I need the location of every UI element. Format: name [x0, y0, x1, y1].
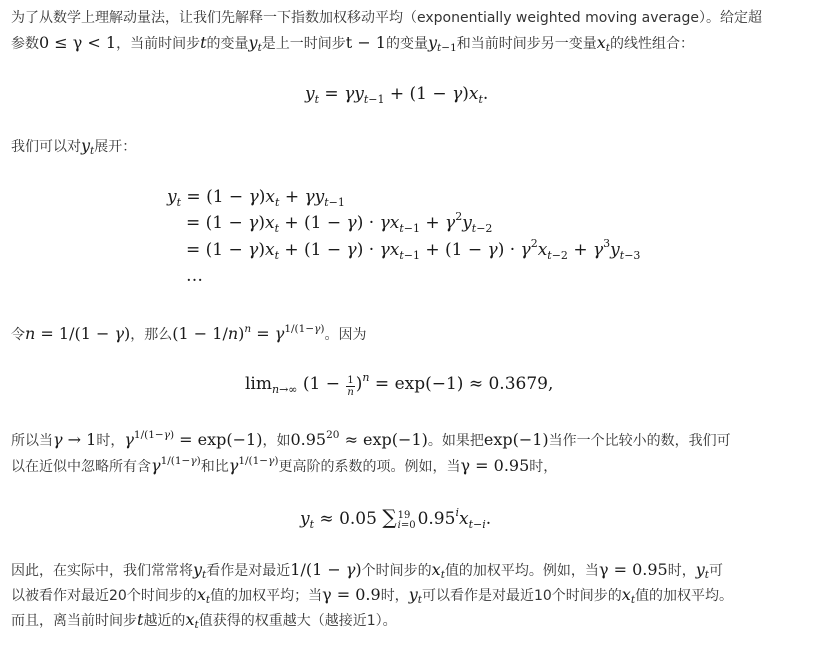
- expansion-ellipsis: …: [186, 266, 203, 286]
- intro-line-2: 参数0 ≤ γ < 1，当前时间步t的变量$y_t$是上一时间步t − 1的变量$y_{t-1}$和当前时间步另一变量$x_t$的线性组合：: [11, 33, 695, 54]
- ewma-equation: $y_t = \gamma y_{t-1} + (1 - \gamma)x_t$.: [305, 84, 489, 106]
- gamma-limit-line-2: 以在近似中忽略所有含$\gamma^{1/(1-\gamma)}$和比$\gamma^{1/(1-\gamma)}$更高阶的系数的项。例如，当γ = 0.95时，: [11, 455, 558, 475]
- sum-approx-equation: $y_t \approx 0.05$ ∑ 19 i=0 $0.95^ix_{t-i}$.: [300, 505, 492, 531]
- conclusion-line-3: 而且，离当前时间步t越近的$x_t$值获得的权重越大（越接近1）。: [11, 610, 397, 631]
- expansion-row-3: = $(1 - \gamma)x_t + (1 - \gamma) \cdot \gamma x_{t-1} + (1 - \gamma) \cdot \gamma^2x_{t-2} + \gamma^3y_{t-3}$: [186, 237, 641, 262]
- expand-line: 我们可以对$y_t$展开：: [11, 136, 137, 157]
- gamma-range-math: 0 ≤ γ < 1: [39, 33, 117, 52]
- t-minus-1-math: t − 1: [345, 33, 386, 52]
- conclusion-line-1: 因此，在实际中，我们常常将$y_t$看作是对最近1/(1 − γ)个时间步的$x_t$值的加权平均。例如，当γ = 0.95时，$y_t$可: [11, 560, 723, 581]
- intro-line-1: [11, 8, 762, 28]
- expansion-row-1: $y_t = (1 - \gamma)x_t + \gamma y_{t-1}$: [167, 187, 345, 209]
- let-n-line: 令n = 1/(1 − γ)，那么$(1 - 1/n)^n = \gamma^{1/(1-\gamma)}$。因为: [11, 323, 367, 343]
- intro-text: 为了从数学上理解动量法，让我们先解释一下指数加权移动平均（exponentially weighted moving average）。给定超: [11, 10, 762, 26]
- limit-equation: $\lim_{n\to\infty} (1$ − $\frac{1}{n}$ )$^n$ = exp(−1) ≈ 0.3679,: [245, 371, 554, 398]
- y-t-math: $y_t$: [248, 33, 262, 54]
- expansion-row-2: = $(1 - \gamma)x_t + (1 - \gamma) \cdot \gamma x_{t-1} + \gamma^2y_{t-2}$: [186, 210, 493, 235]
- gamma-limit-line-1: 所以当γ → 1时，$\gamma^{1/(1-\gamma)} = \exp(-1)$，如0.95$^{20}$ ≈ exp(−1)。如果把exp(−1)当作一个比较小的数，我们可: [11, 429, 731, 449]
- conclusion-line-2: 以被看作对最近20个时间步的$x_t$值的加权平均；当γ = 0.9时，$y_t$可以看作是对最近10个时间步的$x_t$值的加权平均。: [11, 585, 734, 606]
